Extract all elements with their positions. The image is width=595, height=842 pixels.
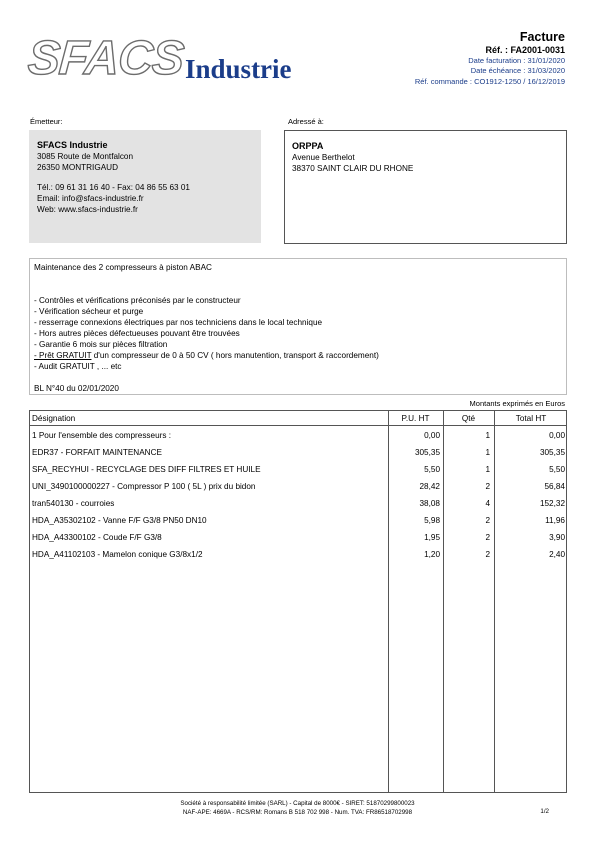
row-unit-price: 5,98 [424,516,440,525]
recipient-address-line2: 38370 SAINT CLAIR DU RHONE [292,164,414,173]
column-header-unit-price: P.U. HT [401,414,430,423]
footer-line2: NAF-APE: 4669A - RCS/RM: Romans B 518 702 998 - Num. TVA: FR86518702998 [182,809,413,816]
row-unit-price: 1,95 [424,533,440,542]
row-total: 56,84 [544,482,565,491]
issuer-address-line2: 26350 MONTRIGAUD [37,163,118,172]
row-designation: HDA_A35302102 - Vanne F/F G3/8 PN50 DN10 [32,516,207,525]
invoice-date: Date facturation : 31/01/2020 [468,56,565,65]
row-designation: HDA_A43300102 - Coude F/F G3/8 [32,533,162,542]
description-title: Maintenance des 2 compresseurs à piston ABAC [34,263,212,272]
row-designation: 1 Pour l'ensemble des compresseurs : [32,431,171,440]
recipient-caption: Adressé à: [288,117,324,126]
invoice-lines-table [29,410,567,793]
row-quantity: 4 [485,499,490,508]
row-unit-price: 305,35 [414,448,440,457]
column-header-total: Total HT [515,414,547,423]
loan-detail-text: d'un compresseur de 0 à 50 CV ( hors manutention, transport & raccordement) [91,351,379,360]
issuer-box [29,130,261,243]
issuer-name: SFACS Industrie [37,140,108,150]
row-designation: UNI_3490100000227 - Compressor P 100 ( 5L ) prix du bidon [32,482,256,491]
description-item: - Vérification sécheur et purge [34,307,144,316]
row-total: 3,90 [549,533,565,542]
currency-note: Montants exprimés en Euros [469,399,565,408]
footer-line1: Société à responsabilité limitée (SARL) - Capital de 8000€ - SIRET: 51870299800023 [180,800,415,807]
order-reference: Réf. commande : CO1912-1250 / 16/12/2019 [414,77,565,86]
row-unit-price: 0,00 [424,431,440,440]
invoice-reference: Réf. : FA2001-0031 [485,45,565,55]
description-item: - Hors autres pièces défectueuses pouvant être trouvées [34,329,240,338]
row-total: 11,96 [545,516,565,525]
row-quantity: 2 [485,550,490,559]
document-title: Facture [519,30,565,44]
issuer-web: Web: www.sfacs-industrie.fr [37,205,138,214]
row-total: 152,32 [539,499,565,508]
loan-underlined-text: - Prêt GRATUIT [34,351,92,360]
legal-footer [0,799,595,817]
issuer-phone: Tél.: 09 61 31 16 40 - Fax: 04 86 55 63 01 [37,183,190,192]
row-total: 0,00 [549,431,565,440]
description-item: - Contrôles et vérifications préconisés par le constructeur [34,296,241,305]
due-date: Date échéance : 31/03/2020 [470,65,565,75]
row-quantity: 1 [485,448,490,457]
row-unit-price: 5,50 [424,465,440,474]
service-description [29,258,567,395]
row-designation: HDA_A41102103 - Mamelon conique G3/8x1/2 [32,550,203,559]
description-item: - resserrage connexions électriques par nos techniciens dans le local technique [34,318,323,327]
logo-suffix: Industrie [185,54,292,84]
row-total: 2,40 [549,550,565,559]
column-header-quantity: Qté [461,414,476,423]
recipient-box [284,130,567,244]
row-total: 305,35 [539,448,565,457]
row-quantity: 1 [485,431,490,440]
row-designation: tran540130 - courroies [32,499,115,508]
row-quantity: 2 [485,516,490,525]
row-unit-price: 38,08 [419,499,440,508]
issuer-caption: Émetteur: [30,117,63,126]
description-loan [34,350,562,361]
description-item: - Garantie 6 mois sur pièces filtration [34,340,168,349]
company-logo [28,34,318,84]
row-designation: EDR37 - FORFAIT MAINTENANCE [32,448,162,457]
issuer-address-line1: 3085 Route de Montfalcon [37,152,134,161]
description-audit: - Audit GRATUIT , ... etc [34,362,122,371]
row-quantity: 1 [485,465,490,474]
recipient-address-line1: Avenue Berthelot [292,153,355,162]
row-quantity: 2 [485,533,490,542]
delivery-note: BL N°40 du 02/01/2020 [34,384,119,393]
row-unit-price: 1,20 [424,550,440,559]
row-total: 5,50 [549,465,565,474]
column-header-designation: Désignation [32,414,76,423]
page-number: 1/2 [540,808,549,815]
logo-brand: SFACS [26,32,185,85]
row-designation: SFA_RECYHUI - RECYCLAGE DES DIFF FILTRES ET HUILE [32,465,261,474]
row-unit-price: 28,42 [419,482,440,491]
recipient-name: ORPPA [292,141,324,151]
issuer-email: Email: info@sfacs-industrie.fr [37,194,144,203]
row-quantity: 2 [485,482,490,491]
invoice-header [415,30,565,87]
